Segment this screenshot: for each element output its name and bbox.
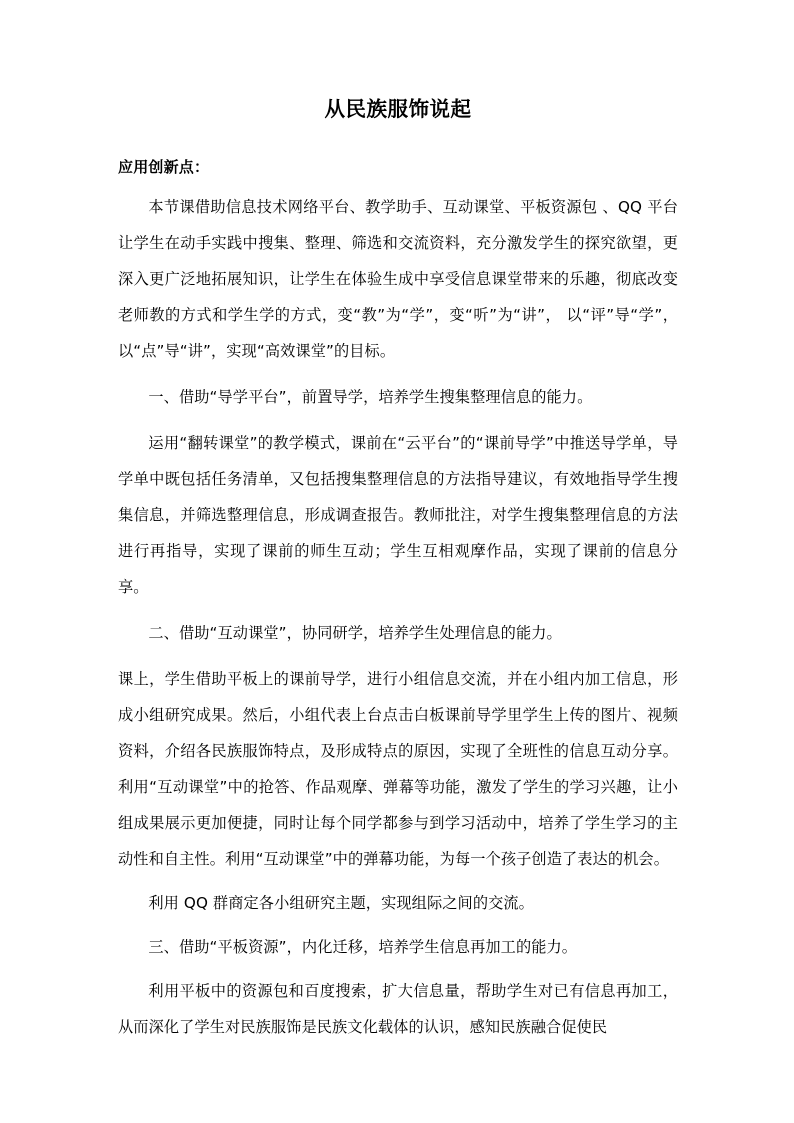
section-heading-application-innovation: 应用创新点：: [118, 157, 210, 176]
paragraph-point-one-heading: 一、借助“导学平台”，前置导学，培养学生搜集整理信息的能力。: [148, 387, 593, 406]
paragraph-point-three-body: 利用平板中的资源包和百度搜索，扩大信息量，帮助学生对已有信息再加工，从而深化了学生对民族服饰是民族文化载体的认识，感知民族融合促使民: [118, 981, 678, 1036]
paragraph-point-two-body: 课上，学生借助平板上的课前导学，进行小组信息交流，并在小组内加工信息，形成小组研究成果。然后，小组代表上台点击白板课前导学里学生上传的图片、视频资料，介绍各民族服饰特点，及形成特点的原因，实现了全班性的信息互动分享。利用“互动课堂”中的抢答、作品观摩、弹幕等功能，激发了学生的学习兴趣，让小组成果展示更加便捷，同时让每个同学都参与到学习活动中，培养了学生学习的主动性和自主性。利用“互动课堂”中的弹幕功能，为每一个孩子创造了表达的机会。: [118, 669, 678, 868]
paragraph-point-one-body: 运用“翻转课堂”的教学模式，课前在“云平台”的“课前导学”中推送导学单，导学单中既包括任务清单，又包括搜集整理信息的方法指导建议，有效地指导学生搜集信息，并筛选整理信息，形成调查报告。教师批注，对学生搜集整理信息的方法进行再指导，实现了课前的师生互动；学生互相观摩作品，实现了课前的信息分享。: [118, 433, 678, 596]
paragraph-point-three-heading: 三、借助“平板资源”，内化迁移，培养学生信息再加工的能力。: [148, 937, 578, 956]
document-title: 从民族服饰说起: [324, 97, 472, 121]
document-body: [118, 0, 678, 1045]
paragraph-intro: 本节课借助信息技术网络平台、教学助手、互动课堂、平板资源包 、QQ 平台让学生在动手实践中搜集、整理、筛选和交流资料，充分激发学生的探究欲望，更深入更广泛地拓展知识，让学生在体验生成中享受信息课堂带来的乐趣，彻底改变老师教的方式和学生学的方式，变“教”为“学”，变“听”为“讲”， 以“评”导“学”，以“点”导“讲”，实现“高效课堂”的目标。: [118, 197, 678, 360]
paragraph-point-two-heading: 二、借助“互动课堂”，协同研学，培养学生处理信息的能力。: [148, 623, 562, 642]
paragraph-qq-group: 利用 QQ 群商定各小组研究主题，实现组际之间的交流。: [148, 893, 534, 912]
